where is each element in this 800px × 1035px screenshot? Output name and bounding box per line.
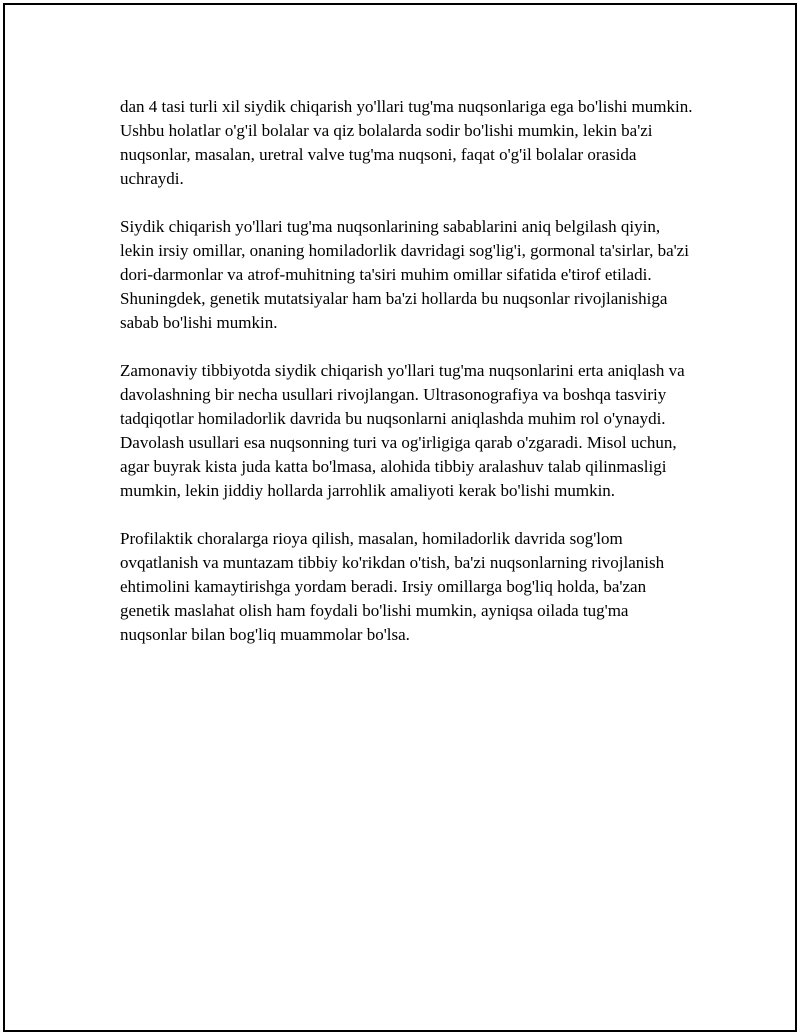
paragraph-4: Profilaktik choralarga rioya qilish, masalan, homiladorlik davrida sog'lom ovqatlanish va muntazam tibbiy ko'rikdan o'tish, ba'zi nuqsonlarning rivojlanish ehtimolini kamaytirishga yordam beradi. Irsiy omillarga bog'liq holda, ba'zan genetik maslahat olish ham foydali bo'lishi mumkin, ayniqsa oilada tug'ma nuqsonlar bilan bog'liq muammolar bo'lsa. <box>120 529 665 644</box>
paragraph-1: dan 4 tasi turli xil siydik chiqarish yo'llari tug'ma nuqsonlariga ega bo'lishi mumkin. Ushbu holatlar o'g'il bolalar va qiz bolalarda sodir bo'lishi mumkin, lekin ba'zi nuqsonlar, masalan, uretral valve tug'ma nuqsoni, faqat o'g'il bolalar orasida uchraydi. <box>120 97 693 188</box>
paragraph-3: Zamonaviy tibbiyotda siydik chiqarish yo'llari tug'ma nuqsonlarini erta aniqlash va davolashning bir necha usullari rivojlangan. Ultrasonografiya va boshqa tasviriy tadqiqotlar homiladorlik davrida bu nuqsonlarni aniqlashda muhim rol o'ynaydi. Davolash usullari esa nuqsonning turi va og'irligiga qarab o'zgaradi. Misol uchun, agar buyrak kista juda katta bo'lmasa, alohida tibbiy aralashuv talab qilinmasligi mumkin, lekin jiddiy hollarda jarrohlik amaliyoti kerak bo'lishi mumkin. <box>120 361 685 500</box>
document-body <box>120 95 695 671</box>
paragraph-2: Siydik chiqarish yo'llari tug'ma nuqsonlarining sabablarini aniq belgilash qiyin, lekin irsiy omillar, onaning homiladorlik davridagi sog'lig'i, gormonal ta'sirlar, ba'zi dori-darmonlar va atrof-muhitning ta'siri muhim omillar sifatida e'tirof etiladi. Shuningdek, genetik mutatsiyalar ham ba'zi hollarda bu nuqsonlar rivojlanishiga sabab bo'lishi mumkin. <box>120 217 689 332</box>
document-page <box>3 3 797 1032</box>
